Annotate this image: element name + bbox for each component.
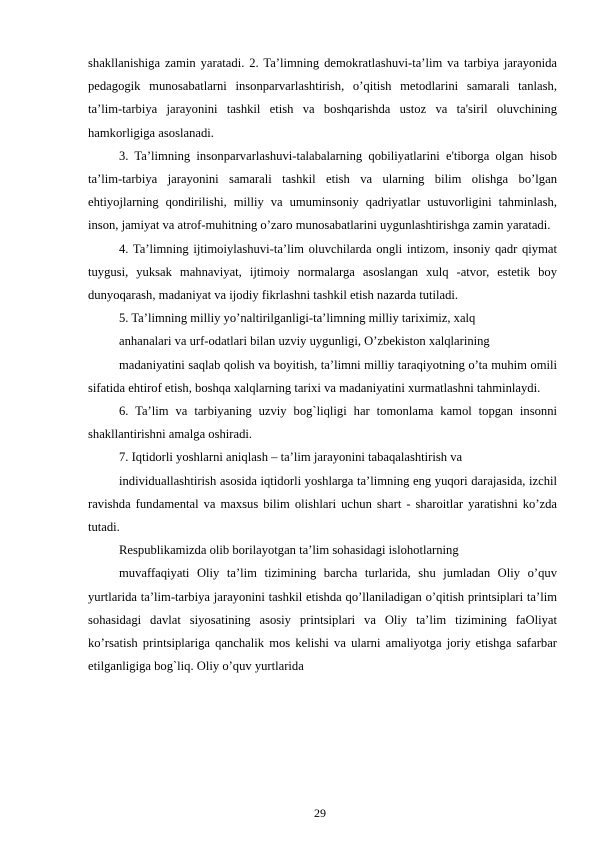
paragraph-gifted-youth-body: individuallashtirish asosida iqtidorli yoshlarga ta’limning eng yuqori darajasida, izchil ravishda fundamental va maxsus bilim olishlari uchun shart - sharoitlar yaratishni ko’zda tutadi. — [88, 473, 557, 535]
paragraph-national-orientation-body: madaniyatini saqlab qolish va boyitish, ta’limni milliy taraqiyotning o’ta muhim omili sifatida ehtirof etish, boshqa xalqlarning tarixi va madaniyatini xurmatlashni tahminlaydi. — [88, 357, 557, 395]
paragraph-gifted-youth-heading: 7. Iqtidorli yoshlarni aniqlash – ta’lim jarayonini tabaqalashtirish va — [119, 450, 463, 465]
paragraph-democratization: shakllanishiga zamin yaratadi. 2. Ta’limning demokratlashuvi-ta’lim va tarbiya jarayonida pedagogik munosabatlarni insonparvarlashtirish, o’qitish metodlarini samarali tanlash, ta’lim-tarbiya jarayonini tashkil etish va boshqarishda ustoz va ta'siril oluvchining hamkorligiga asoslanadi. — [88, 56, 557, 140]
paragraph-humanization: 3. Ta’limning insonparvarlashuvi-talabalarning qobiliyatlarini e'tiborga olgan hisob ta’lim-tarbiya jarayonini samarali tashkil etish va ularning bilim olishga bo’lgan ehtiyojlarning qondirilishi, milliy va umuminsoniy qadriyatlar ustuvorligini tahminlash, inson, jamiyat va atrof-muhitning o’zaro munosabatlarini uygunlashtirishga zamin yaratadi. — [88, 148, 557, 233]
paragraph-reforms-body: muvaffaqiyati Oliy ta’lim tizimining barcha turlarida, shu jumladan Oliy o’quv yurtlarida ta’lim-tarbiya jarayonini tashkil etishda qo’llaniladigan o’qitish printsiplari ta’lim sohasidagi davlat siyosatining asosiy printsiplari va Oliy ta’lim tizimining faOliyat ko’rsatish printsiplariga qanchalik mos kelishi va ularni amaliyotga joriy etishga safarbar etilganligiga bog`liq. Oliy o’quv yurtlarida — [88, 566, 557, 674]
paragraph-national-orientation-heading: 5. Ta’limning milliy yo’naltirilganligi-ta’limning milliy tariximiz, xalq — [119, 311, 476, 326]
page-number: 29 — [314, 806, 326, 820]
document-body — [88, 52, 557, 678]
paragraph-socialization: 4. Ta’limning ijtimoiylashuvi-ta’lim oluvchilarda ongli intizom, insoniy qadr qiymat tuygusi, yuksak mahnaviyat, ijtimoiy normalarga asoslangan xulq -atvor, estetik boy dunyoqarash, madaniyat va ijodiy fikrlashni tashkil etish nazarda tutiladi. — [88, 241, 557, 303]
paragraph-national-orientation-line: anhanalari va urf-odatlari bilan uzviy uygunligi, O’zbekiston xalqlarining — [119, 334, 490, 349]
paragraph-education-upbringing: 6. Ta’lim va tarbiyaning uzviy bog`liqligi har tomonlama kamol topgan insonni shakllantirishni amalga oshiradi. — [88, 404, 557, 442]
paragraph-reforms-heading: Respublikamizda olib borilayotgan ta’lim sohasidagi islohotlarning — [119, 543, 459, 558]
